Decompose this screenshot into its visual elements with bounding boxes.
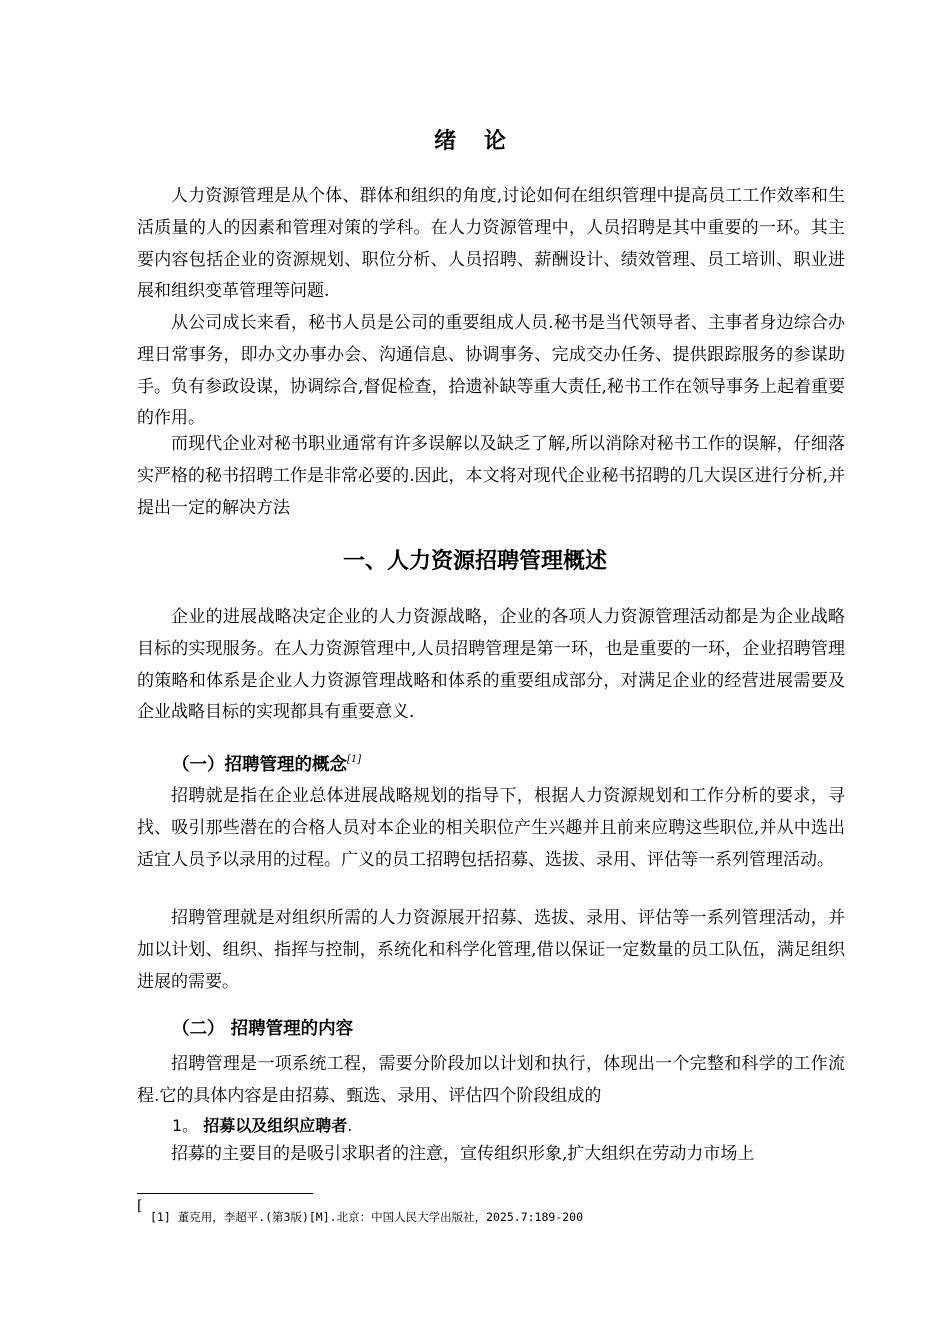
page-title: 绪 论	[434, 129, 516, 154]
section-1-paragraph: 企业的进展战略决定企业的人力资源战略，企业的各项人力资源管理活动都是为企业战略目标的实现服务。在人力资源管理中,人员招聘管理是第一环，也是重要的一环，企业招聘管理的策略和体系是企业人力资源管理战略和体系的重要组成部分，对满足企业的经营进展需要及企业战略目标的实现都具有重要意义.	[137, 607, 845, 723]
footnote-mark: [	[137, 1198, 143, 1214]
list-item-1	[172, 1112, 352, 1140]
footnote-divider	[137, 1193, 313, 1194]
subsection-2-title: （二） 招聘管理的内容	[172, 1019, 354, 1039]
footnote-text: [1] 董克用，李超平.(第3版)[M].北京：中国人民大学出版社，2025.7:189-200	[150, 1210, 584, 1224]
subsection-1-title-text: （一）招聘管理的概念	[172, 755, 347, 775]
citation-ref: [1]	[347, 754, 362, 765]
subsection-1-title	[172, 745, 361, 780]
section-1-title: 一、人力资源招聘管理概述	[342, 549, 607, 574]
subsection-1-paragraph-1: 招聘就是指在企业总体进展战略规划的指导下，根据人力资源规划和工作分析的要求，寻找、吸引那些潜在的合格人员对本企业的相关职位产生兴趣并且前来应聘这些职位,并从中选出适宜人员予以录用的过程。广义的员工招聘包括招募、选拔、录用、评估等一系列管理活动。	[137, 786, 845, 870]
subsection-1-paragraph-2: 招聘管理就是对组织所需的人力资源展开招募、选拔、录用、评估等一系列管理活动，并加以计划、组织、指挥与控制，系统化和科学化管理,借以保证一定数量的员工队伍，满足组织进展的需要。	[137, 908, 845, 992]
list-item-1-text: 招募以及组织应聘者	[203, 1116, 348, 1135]
intro-paragraph-2: 从公司成长来看，秘书人员是公司的重要组成人员.秘书是当代领导者、主事者身边综合办理日常事务，即办文办事办会、沟通信息、协调事务、完成交办任务、提供跟踪服务的参谋助手。负有参政设谋，协调综合,督促检查，拾遗补缺等重大责任,秘书工作在领导事务上起着重要的作用。	[137, 313, 845, 429]
intro-paragraph-1: 人力资源管理是从个体、群体和组织的角度,讨论如何在组织管理中提高员工工作效率和生活质量的人的因素和管理对策的学科。在人力资源管理中，人员招聘是其中重要的一环。其主要内容包括企业的资源规划、职位分析、人员招聘、薪酬设计、绩效管理、员工培训、职业进展和组织变革管理等问题.	[137, 186, 845, 302]
intro-paragraph-3: 而现代企业对秘书职业通常有许多误解以及缺乏了解,所以消除对秘书工作的误解，仔细落实严格的秘书招聘工作是非常必要的.因此，本文将对现代企业秘书招聘的几大误区进行分析,并提出一定的解决方法	[137, 434, 845, 518]
subsection-2-paragraph-1: 招聘管理是一项系统工程，需要分阶段加以计划和执行，体现出一个完整和科学的工作流程.它的具体内容是由招募、甄选、录用、评估四个阶段组成的	[137, 1054, 845, 1106]
list-item-1-tail: .	[347, 1116, 353, 1135]
list-item-1-number: 1。	[172, 1116, 199, 1135]
subsection-2-paragraph-2: 招募的主要目的是吸引求职者的注意，宣传组织形象,扩大组织在劳动力市场上	[171, 1144, 755, 1164]
